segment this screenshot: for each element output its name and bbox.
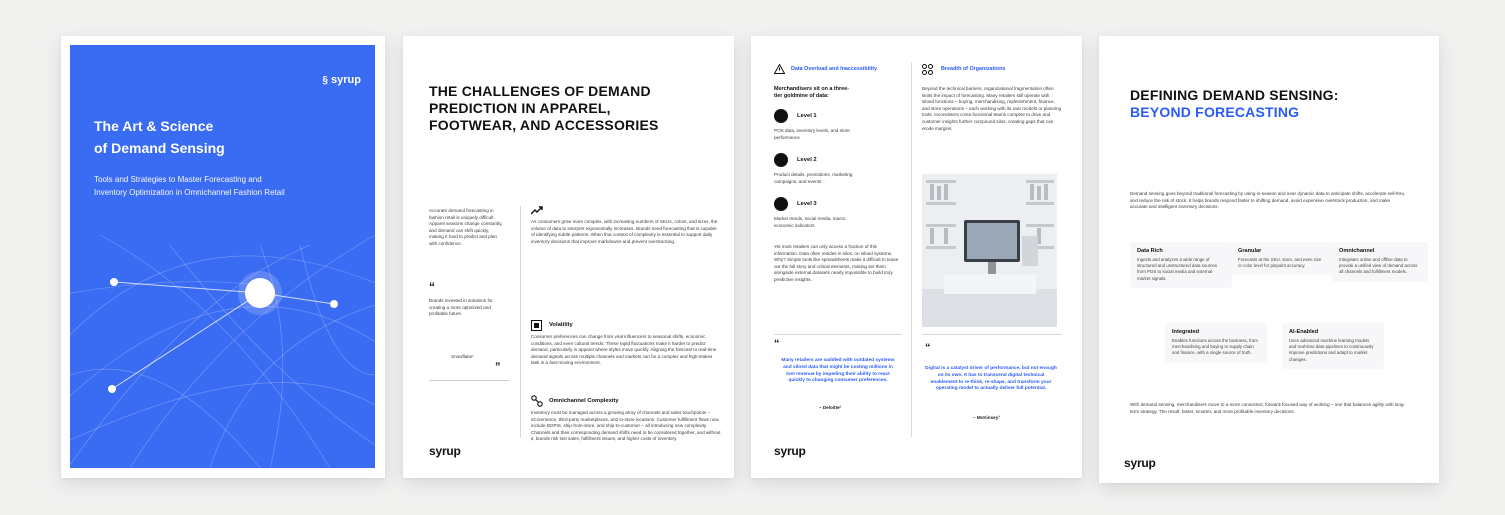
cover-page — [61, 36, 385, 478]
deloitte-quote: Many retailers are saddled with outdated systems and siloed data that might be costing millions in lost revenue by impeding their ability to react quickly to changing consumer preferences. — [781, 358, 895, 384]
store-illustration — [922, 174, 1057, 327]
cover-subtitle-line1: Tools and Strategies to Master Forecasting and — [94, 175, 262, 184]
challenges-title-line3: FOOTWEAR, AND ACCESSORIES — [429, 117, 659, 133]
omnichannel-icon — [531, 395, 543, 407]
challenges-logo: syrup — [429, 444, 461, 458]
card-ai-enabled — [1282, 323, 1384, 369]
left-quote-divider — [774, 334, 902, 335]
card-ai-enabled-title: AI-Enabled — [1289, 329, 1319, 335]
snowflake-source: Snowflake¹ — [451, 354, 474, 359]
challenges-page — [403, 36, 734, 478]
level3-label: Level 3 — [797, 201, 817, 207]
card-granular — [1231, 242, 1333, 275]
cover-logo — [322, 74, 361, 86]
complexity-body: As consumers grow more complex, with increasing numbers of SKUs, colors, and sizes, the volume of data to interpret exponentially increases. Brands need forecasting that is capable of identifying subtle patterns. When that context of complexity is essential to support daily inventory decisions that improve markdowns and prevent overstocking. — [531, 219, 718, 244]
syrup-logo-icon: § — [322, 75, 328, 86]
defining-title-line1: DEFINING DEMAND SENSING: — [1130, 87, 1339, 103]
level3-desc: Market trends, social media, macro economic indicators — [774, 216, 846, 228]
cover-title-line1: The Art & Science — [94, 118, 214, 134]
omnichannel-body: Inventory must be managed across a growing array of channels and sales touchpoints – eCommerce, third-party marketplaces, and in-store locations. Customer fulfillment flows now include BOPIS, ship-from-store, and ship-to-customer – all introducing new complexity. Channels and their corresponding demand shifts need to be considered together, and without it, brands risk lost sales, fulfillment issues, and higher costs of inventory. — [531, 410, 721, 442]
defining-title-line2: BEYOND FORECASTING — [1130, 104, 1300, 120]
cover-subtitle — [94, 173, 285, 199]
volatility-label: Volatility — [549, 322, 573, 328]
card-ai-enabled-body: Uses advanced machine learning models and real-time data pipelines to continuously improve predictions and adapt to market changes. — [1289, 338, 1374, 362]
page3-column-divider — [911, 62, 912, 437]
card-data-rich-title: Data Rich — [1137, 248, 1163, 254]
snowflake-quote: Brands invested in solutions for creating a more optimized and profitable future. — [429, 298, 493, 317]
left-quote-icon: “ — [774, 338, 780, 350]
cover-title-line2: of Demand Sensing — [94, 140, 225, 156]
challenges-title — [429, 83, 659, 134]
cover-blue-panel — [70, 45, 375, 468]
warning-icon — [774, 64, 785, 74]
card-integrated-title: Integrated — [1172, 329, 1200, 335]
cover-title — [94, 115, 225, 159]
level1-label: Level 1 — [797, 113, 817, 119]
challenges-title-line2: PREDICTION IN APPAREL, — [429, 100, 611, 116]
level2-label: Level 2 — [797, 157, 817, 163]
level1-icon — [774, 109, 788, 123]
omnichannel-label: Omnichannel Complexity — [549, 398, 619, 404]
card-omnichannel-body: Integrates online and offline data to provide a unified view of demand across all channels and fulfillment models. — [1339, 257, 1418, 275]
store-photo — [922, 174, 1057, 327]
defining-page — [1099, 36, 1439, 483]
card-omnichannel — [1332, 242, 1428, 282]
card-granular-title: Granular — [1238, 248, 1262, 254]
level2-desc: Product details, promotions, marketing campaigns, and events — [774, 172, 853, 184]
level2-icon — [774, 153, 788, 167]
deloitte-source: – Deloitte² — [819, 405, 842, 410]
challenges-title-line1: THE CHALLENGES OF DEMAND — [429, 83, 651, 99]
card-omnichannel-title: Omnichannel — [1339, 248, 1375, 254]
card-data-rich — [1130, 242, 1232, 288]
defining-closing: With demand sensing, merchandisers move to a more connected, forward-focused way of working – one that balances agility with long-term strategy. The result: faster, smarter, and more profitable inventory decisions. — [1130, 402, 1405, 414]
merch-intro: Merchandisers sit on a three-tier goldmine of data: — [774, 86, 849, 100]
data-overload-logo: syrup — [774, 444, 806, 458]
card-integrated — [1165, 323, 1267, 363]
mckinsey-quote: Digital is a catalyst driver of performance, but not enough on its own. It has to transcend digital technical enablement to re-think, re-shape, and transform your operating model to actually deliver full potential. — [925, 366, 1057, 392]
card-granular-body: Forecasts at the SKU, store, and even size or color level for pinpoint accuracy. — [1238, 257, 1322, 269]
right-quote-divider — [922, 334, 1062, 335]
defining-intro: Demand sensing goes beyond traditional forecasting by using in-season and near dynamic data to anticipate shifts, accelerate sell-thru, and reduce the risk of stock. It helps brands respond faster to shifting demand, avoid expensive overstock production, and make accurate and intelligent inventory decisions. — [1130, 191, 1406, 210]
cover-logo-text: syrup — [331, 74, 361, 86]
access-body: Yet most retailers can only access a fraction of this information. Data often resides in silos, on siloed systems. Why? Simple tools like spreadsheets make it difficult to tease out the full story and critical elements, making set them alongside external datasets nearly impossible to build truly predictive insights. — [774, 244, 899, 282]
data-overload-label: Data Overload and Inaccessibility — [791, 66, 877, 72]
column-divider — [520, 206, 521, 438]
level3-icon — [774, 197, 788, 211]
defining-logo: syrup — [1124, 456, 1156, 470]
mckinsey-source: – McKinsey³ — [973, 415, 1000, 420]
card-data-rich-body: Ingests and analyzes a wide range of structured and unstructured data sources from POS to social media and external market signals. — [1137, 257, 1218, 281]
challenges-intro: Accurate demand forecasting in fashion retail is uniquely difficult. Apparel seasons change constantly, and demand can shift quickly, making it hard to predict and plan with confidence. — [429, 208, 503, 246]
network-graphic — [70, 45, 375, 468]
right-quote-icon: “ — [925, 342, 931, 354]
volatility-icon — [531, 320, 542, 331]
trend-up-icon — [531, 206, 543, 215]
volatility-body: Consumer preferences can change from viral influencers to seasonal shifts, economic conditions, and even cultural trends. These rapid fluctuations make it harder to predict demand, particularly in apparel where styles move quickly. Aligning the forecast to real-time demand signals across multiple channels and markets can be a complex and high-stakes task in a fast-moving environment. — [531, 334, 717, 366]
data-overload-page — [751, 36, 1082, 478]
grid-icon — [922, 64, 933, 75]
level1-desc: POS data, inventory levels, and store performance — [774, 128, 850, 140]
breadth-body: Beyond the technical barriers, organizational fragmentation often limits the impact of forecasting. Many retailers still operate with siloed functions – buying, merchandising, replenishment, finance, and store operations – each working with its own models or planning tools. Inconsistent cross-functional teams compete to drive and customer insights further compound silos, creating gaps that can erode margins. — [922, 86, 1062, 131]
card-integrated-body: Enables functions across the business, from merchandising and buying to supply chain and finance, with a single source of truth. — [1172, 338, 1258, 356]
quote-mark-icon: “ — [429, 280, 435, 294]
quote-divider — [429, 380, 509, 381]
breadth-label: Breadth of Organizations — [941, 66, 1006, 72]
cover-subtitle-line2: Inventory Optimization in Omnichannel Fashion Retail — [94, 188, 285, 197]
defining-title — [1130, 87, 1339, 121]
quote-close-icon: ” — [495, 361, 501, 373]
